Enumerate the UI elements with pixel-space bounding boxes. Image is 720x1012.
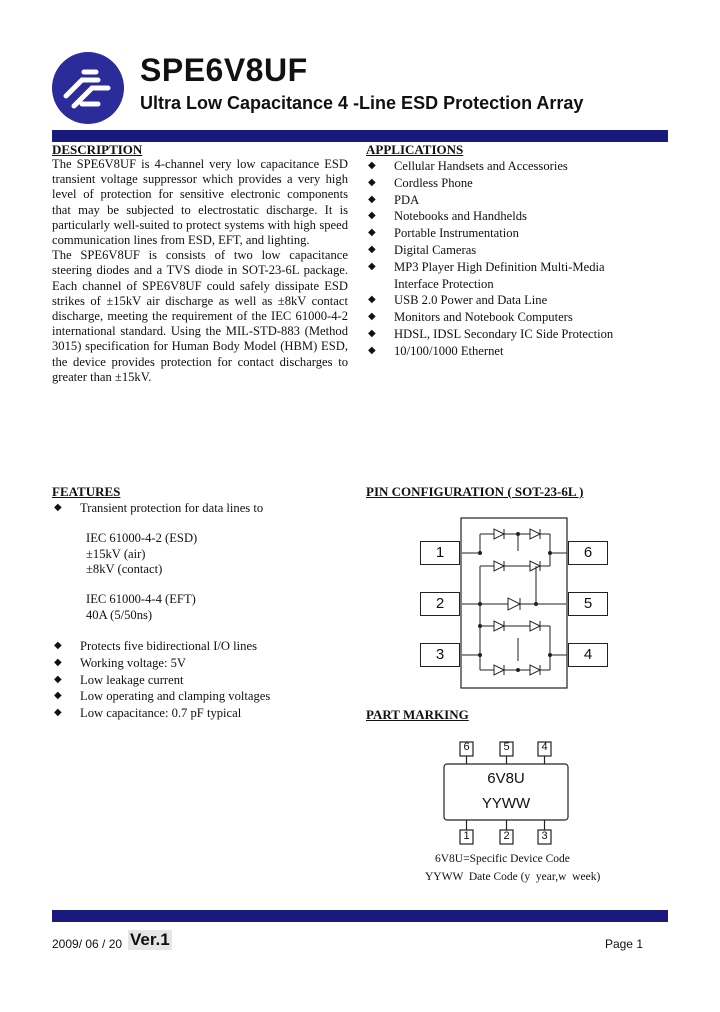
eft-standard: IEC 61000-4-4 (EFT): [86, 592, 196, 606]
features-esd-block: [86, 531, 197, 578]
list-item: ◆ Cellular Handsets and Accessories: [368, 159, 568, 173]
diamond-bullet-icon: ◆: [368, 160, 376, 171]
esd-contact-rating: ±8kV (contact): [86, 562, 163, 576]
pin-5-label: 5: [568, 592, 608, 616]
diamond-bullet-icon: ◆: [54, 640, 62, 651]
marking-bottom-pin-3: 3: [541, 830, 548, 842]
esd-air-rating: ±15kV (air): [86, 546, 146, 561]
features-eft-block: [86, 592, 196, 623]
marking-top-pin-5: 5: [503, 741, 510, 753]
list-item: ◆ Digital Cameras: [368, 242, 477, 257]
diamond-bullet-icon: ◆: [368, 327, 376, 339]
diamond-bullet-icon: ◆: [368, 294, 376, 306]
list-item: ◆ PDA: [368, 192, 420, 207]
list-item: ◆ Monitors and Notebook Computers: [368, 310, 573, 325]
esd-standard: IEC 61000-4-2 (ESD): [86, 531, 198, 545]
pin-config-heading: PIN CONFIGURATION ( SOT-23-6L ): [366, 484, 584, 499]
diamond-bullet-icon: ◆: [368, 193, 376, 205]
marking-bottom-pin-1: 1: [463, 830, 470, 842]
list-item: ◆ Protects five bidirectional I/O lines: [54, 639, 257, 653]
pin-4-label: 4: [568, 643, 608, 667]
marking-top-pin-4: 4: [541, 741, 548, 753]
description-heading: DESCRIPTION: [52, 142, 143, 157]
diamond-bullet-icon: ◆: [54, 707, 62, 719]
features-heading: FEATURES: [52, 484, 121, 499]
part-number-title: SPE6V8UF: [140, 52, 308, 88]
list-item: ◆ Portable Instrumentation: [368, 226, 519, 241]
list-item: ◆ 10/100/1000 Ethernet: [368, 343, 504, 358]
marking-bottom-pin-2: 2: [503, 830, 510, 842]
company-logo-icon: [52, 52, 124, 124]
diamond-bullet-icon: ◆: [368, 243, 376, 255]
description-text: [52, 157, 348, 385]
description-paragraph-1: The SPE6V8UF is 4-channel very low capacitance ESD transient voltage suppressor which provides a very high level of protection for sensitive electronic components that may be subjected to electrostatic discharge. It is particularly well-suited to protect systems with high speed communication lines from ESD, EFT, and lighting.: [52, 157, 348, 248]
pin-3-label: 3: [420, 643, 460, 667]
header-divider-bar: [52, 130, 668, 142]
list-item: ◆ Notebooks and Handhelds: [368, 209, 527, 224]
list-item-continuation: Interface Protection: [394, 276, 494, 291]
diamond-bullet-icon: ◆: [368, 260, 376, 272]
diamond-bullet-icon: ◆: [54, 656, 62, 668]
pin-1-label: 1: [420, 541, 460, 565]
footer-date: 2009/ 06 / 20: [52, 937, 123, 951]
marking-caption-device-code: 6V8U=Specific Device Code: [435, 853, 570, 865]
list-item: ◆ Transient protection for data lines to: [54, 501, 264, 515]
marking-caption-date-code: YYWW Date Code (y year,w week): [425, 871, 601, 883]
list-item: ◆ USB 2.0 Power and Data Line: [368, 293, 548, 308]
diamond-bullet-icon: ◆: [368, 311, 376, 323]
applications-heading: APPLICATIONS: [366, 142, 464, 157]
diamond-bullet-icon: ◆: [54, 690, 62, 702]
list-item: ◆ Low operating and clamping voltages: [54, 689, 271, 704]
features-intro-list: [52, 500, 352, 517]
diamond-bullet-icon: ◆: [54, 502, 62, 513]
pin-6-label: 6: [568, 541, 608, 565]
list-item: ◆ HDSL, IDSL Secondary IC Side Protection: [368, 326, 614, 341]
applications-list: [366, 158, 666, 360]
part-marking-heading: PART MARKING: [366, 707, 469, 722]
pin-2-label: 2: [420, 592, 460, 616]
marking-top-pin-6: 6: [463, 741, 470, 753]
diamond-bullet-icon: ◆: [368, 176, 376, 188]
list-item: ◆ Low capacitance: 0.7 pF typical: [54, 706, 242, 721]
features-list: [52, 638, 352, 722]
list-item: ◆ MP3 Player High Definition Multi-Media: [368, 259, 605, 274]
diamond-bullet-icon: ◆: [368, 210, 376, 222]
marking-device-code: 6V8U: [487, 770, 525, 787]
diamond-bullet-icon: ◆: [368, 227, 376, 239]
description-paragraph-2: The SPE6V8UF is consists of two low capacitance steering diodes and a TVS diode in SOT-23-6L package. Each channel of SPE6V8UF could safely dissipate ESD strikes of ±15kV air discharge as well as ±8kV contact discharge, meeting the requirement of the IEC 61000-4-2 international standard. Using the MIL-STD-883 (Method 3015) specification for Human Body Model (HBM) ESD, the device provides protection for contact discharges to greater than ±15kV.: [52, 248, 348, 384]
footer-divider-bar: [52, 910, 668, 922]
list-item: ◆ Cordless Phone: [368, 175, 473, 190]
list-item: ◆ Low leakage current: [54, 672, 184, 687]
diamond-bullet-icon: ◆: [54, 673, 62, 685]
list-item: ◆ Working voltage: 5V: [54, 655, 187, 670]
marking-date-code: YYWW: [481, 795, 531, 812]
footer-version: Ver.1: [130, 930, 170, 949]
footer-page-number: Page 1: [604, 937, 643, 951]
diamond-bullet-icon: ◆: [368, 344, 376, 356]
page-subtitle: Ultra Low Capacitance 4 -Line ESD Protection Array: [140, 93, 584, 113]
eft-rating: 40A (5/50ns): [86, 607, 153, 622]
